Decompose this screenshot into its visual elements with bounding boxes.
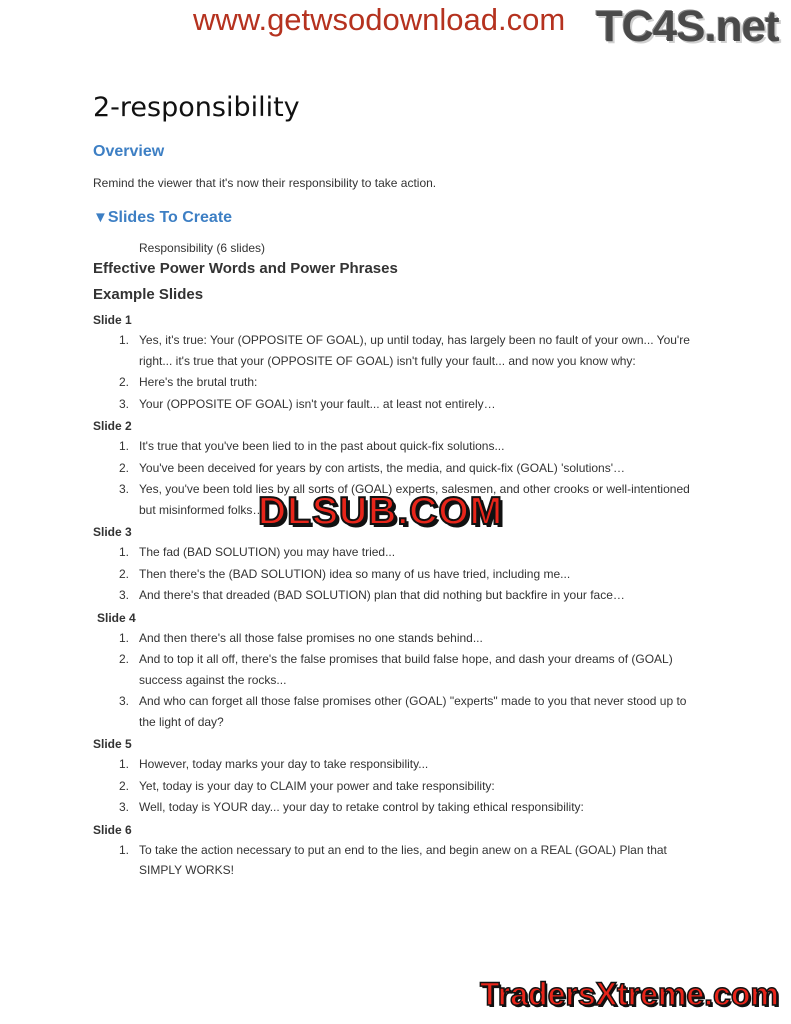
list-item <box>93 372 703 393</box>
power-words-heading: Effective Power Words and Power Phrases <box>93 260 398 277</box>
slide-label: Slide 5 <box>93 737 132 751</box>
responsibility-line: Responsibility (6 slides) <box>139 241 266 255</box>
list-item <box>93 649 703 690</box>
item-text: It's true that you've been lied to in the past about quick-fix solutions... <box>139 439 505 453</box>
list-item <box>93 458 703 479</box>
slide-label: Slide 3 <box>93 525 132 539</box>
item-text: And there's that dreaded (BAD SOLUTION) plan that did nothing but backfire in your face… <box>139 588 625 602</box>
watermark-brand-logo: TC4S.net <box>596 2 779 51</box>
example-slides-list <box>93 310 703 883</box>
item-number: 1. <box>118 333 129 347</box>
list-item <box>93 776 703 797</box>
list-item <box>93 542 703 563</box>
slide-items <box>93 628 703 733</box>
list-item <box>93 330 703 371</box>
list-item <box>93 436 703 457</box>
collapse-triangle-icon[interactable]: ▼ <box>93 209 108 226</box>
item-number: 2. <box>118 375 129 389</box>
item-number: 3. <box>118 588 129 602</box>
example-slides-heading: Example Slides <box>93 286 204 303</box>
item-number: 3. <box>118 482 129 496</box>
item-number: 2. <box>118 460 129 475</box>
item-number: 1. <box>118 439 129 453</box>
watermark-url: www.getwsodownload.com <box>193 2 566 37</box>
item-text: Then there's the (BAD SOLUTION) idea so many of us have tried, including me... <box>139 566 571 581</box>
slides-to-create-label: Slides To Create <box>107 209 233 226</box>
slide-label: Slide 6 <box>93 822 132 837</box>
item-text: Yet, today is your day to CLAIM your power and take responsibility: <box>139 778 495 793</box>
list-item <box>93 585 703 606</box>
page-title: 2-responsibility <box>93 92 300 123</box>
overview-text: Remind the viewer that it's now their responsibility to take action. <box>93 176 437 190</box>
item-text: And who can forget all those false promises other (GOAL) "experts" made to you that never stood up to the light of day? <box>139 694 687 729</box>
item-text: And then there's all those false promises no one stands behind... <box>139 630 483 645</box>
slide-label: Slide 1 <box>93 313 132 327</box>
slide-items <box>93 542 703 606</box>
slide-items <box>93 754 703 818</box>
list-item <box>93 797 703 818</box>
item-number: 1. <box>118 842 129 857</box>
item-number: 3. <box>118 694 129 708</box>
list-item <box>93 754 703 775</box>
item-number: 2. <box>118 566 129 581</box>
slide-items <box>93 840 703 881</box>
item-number: 2. <box>118 778 129 793</box>
slides-to-create-heading[interactable] <box>93 209 232 227</box>
item-number: 3. <box>118 800 129 814</box>
list-item <box>93 564 703 585</box>
list-item <box>93 691 703 732</box>
item-number: 1. <box>118 630 129 645</box>
slide-label: Slide 2 <box>93 419 132 433</box>
item-number: 3. <box>118 396 129 411</box>
item-text: Yes, you've been told lies by all sorts of (GOAL) experts, salesmen, and other crooks or well-intentioned but misinformed folks… <box>139 482 690 517</box>
overview-heading: Overview <box>93 143 165 160</box>
item-text: However, today marks your day to take responsibility... <box>139 757 429 771</box>
watermark-tradersxtreme-logo: TradersXtreme.com <box>480 976 779 1012</box>
list-item <box>93 628 703 649</box>
item-number: 2. <box>118 652 129 666</box>
slide-items <box>93 330 703 414</box>
item-number: 1. <box>118 545 129 559</box>
watermark-dlsub-logo: DLSUB.COM <box>258 490 504 533</box>
list-item <box>93 840 703 881</box>
item-text: The fad (BAD SOLUTION) you may have tried... <box>139 545 396 559</box>
list-item <box>93 394 703 415</box>
item-text: And to top it all off, there's the false promises that build false hope, and dash your dreams of (GOAL) success against the rocks... <box>139 652 673 687</box>
item-text: You've been deceived for years by con artists, the media, and quick-fix (GOAL) 'solutions'… <box>139 460 626 475</box>
slide-label: Slide 4 <box>97 610 136 625</box>
item-number: 1. <box>118 757 129 771</box>
item-text: Well, today is YOUR day... your day to retake control by taking ethical responsibility: <box>139 800 584 814</box>
item-text: Here's the brutal truth: <box>139 375 258 389</box>
item-text: To take the action necessary to put an end to the lies, and begin anew on a REAL (GOAL) Plan that SIMPLY WORKS! <box>139 842 667 877</box>
item-text: Your (OPPOSITE OF GOAL) isn't your fault... at least not entirely… <box>139 396 496 411</box>
item-text: Yes, it's true: Your (OPPOSITE OF GOAL), up until today, has largely been no fault of your own... You're right... it's true that your (OPPOSITE OF GOAL) isn't fully your fault... and now you know why: <box>139 333 690 368</box>
